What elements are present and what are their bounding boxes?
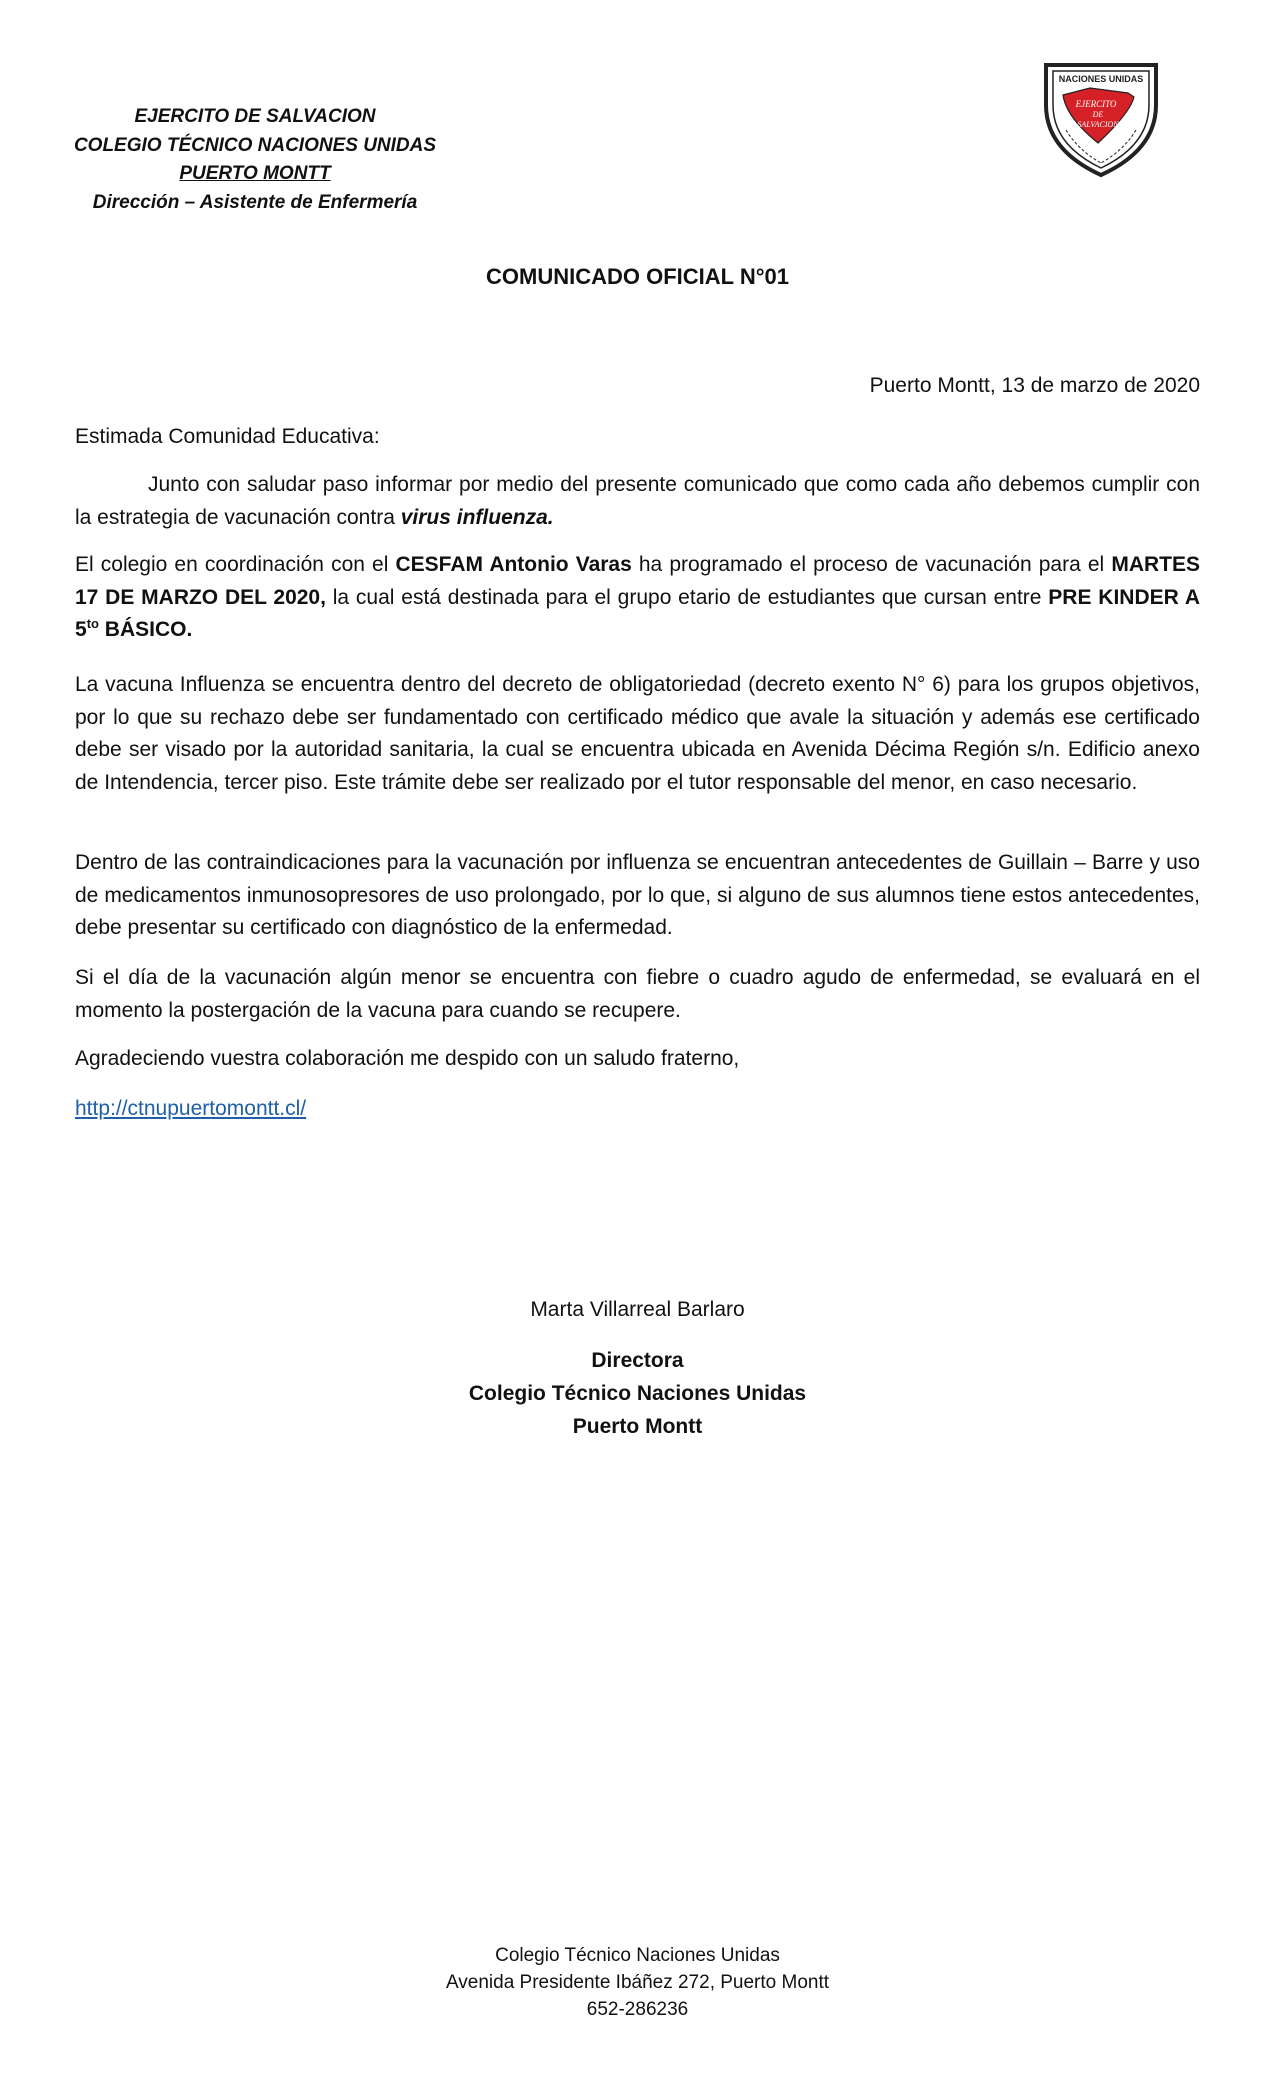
p5-text: Si el día de la vacunación algún menor se encuentra con fiebre o cuadro agudo de enfermedad, se evaluará en el momento la postergación de la vacuna para cuando se recupere. bbox=[75, 966, 1200, 1022]
footer-phone: 652-286236 bbox=[586, 1999, 689, 2020]
org-name: EJERCITO DE SALVACION bbox=[134, 106, 376, 127]
p2-text-e: la cual está destinada para el grupo etario de estudiantes que cursan entre bbox=[325, 585, 1049, 609]
p6-text: Agradeciendo vuestra colaboración me despido con un saludo fraterno, bbox=[75, 1047, 740, 1070]
p2-date: MARTES 17 DE MARZO DEL 2020, bbox=[75, 553, 1200, 609]
footer-school: Colegio Técnico Naciones Unidas bbox=[495, 1945, 780, 1966]
p2-grades-end: BÁSICO. bbox=[98, 618, 193, 641]
paragraph-6 bbox=[75, 1043, 1200, 1076]
p2-text-a: El colegio en coordinación con el bbox=[75, 553, 396, 576]
paragraph-3 bbox=[75, 669, 1200, 799]
paragraph-5 bbox=[75, 962, 1200, 1027]
p2-grades-sup: to bbox=[86, 616, 99, 631]
website-link[interactable]: http://ctnupuertomontt.cl/ bbox=[75, 1097, 307, 1120]
p4-text: Dentro de las contraindicaciones para la vacunación por influenza se encuentran antecedentes de Guillain – Barre y uso de medicamentos inmunosopresores de uso prolongado, por lo que, si alguno de sus alumnos tiene estos antecedentes, debe presentar su certificado con diagnóstico de la enfermedad. bbox=[75, 851, 1200, 939]
paragraph-1 bbox=[75, 469, 1200, 534]
footer bbox=[0, 1942, 1275, 2023]
p1-emphasis: virus influenza. bbox=[400, 505, 554, 529]
greeting-text: Estimada Comunidad Educativa: bbox=[75, 425, 380, 448]
signature-role: Directora bbox=[591, 1349, 684, 1372]
footer-address: Avenida Presidente Ibáñez 272, Puerto Montt bbox=[445, 1972, 830, 1993]
city-name: PUERTO MONTT bbox=[179, 163, 331, 184]
p2-text-c: ha programado el proceso de vacunación para el bbox=[631, 553, 1112, 576]
department-name: Dirección – Asistente de Enfermería bbox=[92, 191, 418, 213]
signature-school: Colegio Técnico Naciones Unidas bbox=[468, 1382, 807, 1405]
logo-shield-text-2: DE bbox=[1092, 110, 1104, 119]
greeting bbox=[75, 421, 1200, 454]
institution-header bbox=[60, 103, 450, 217]
document-date: Puerto Montt, 13 de marzo de 2020 bbox=[869, 374, 1200, 397]
school-name: COLEGIO TÉCNICO NACIONES UNIDAS bbox=[73, 134, 437, 156]
p3-text: La vacuna Influenza se encuentra dentro del decreto de obligatoriedad (decreto exento N° 6) para los grupos objetivos, por lo que su rechazo debe ser fundamentado con certificado médico que avale la situación y además ese certificado debe ser visado por la autoridad sanitaria, la cual se encuentra ubicada en Avenida Décima Región s/n. Edificio anexo de Intendencia, tercer piso. Este trámite debe ser realizado por el tutor responsable del menor, en caso necesario. bbox=[75, 673, 1200, 794]
signature-block bbox=[0, 1344, 1275, 1443]
paragraph-2 bbox=[75, 549, 1200, 647]
logo-shield-text-1: EJERCITO bbox=[1075, 99, 1117, 109]
paragraph-4 bbox=[75, 847, 1200, 945]
logo-shield-text-3: SALVACION bbox=[1077, 120, 1119, 129]
p2-grades: PRE KINDER A 5 bbox=[75, 585, 1200, 641]
p2-cesfam: CESFAM Antonio Varas bbox=[395, 553, 632, 576]
signature-name: Marta Villarreal Barlaro bbox=[530, 1298, 745, 1321]
logo-ring-text: NACIONES UNIDAS bbox=[1058, 74, 1144, 84]
p1-text: Junto con saludar paso informar por medio del presente comunicado que como cada año debemos cumplir con la estrategia de vacunación contra bbox=[75, 473, 1200, 529]
school-logo bbox=[1038, 55, 1164, 179]
document-title: COMUNICADO OFICIAL N°01 bbox=[486, 264, 789, 289]
signature-city: Puerto Montt bbox=[572, 1415, 703, 1438]
